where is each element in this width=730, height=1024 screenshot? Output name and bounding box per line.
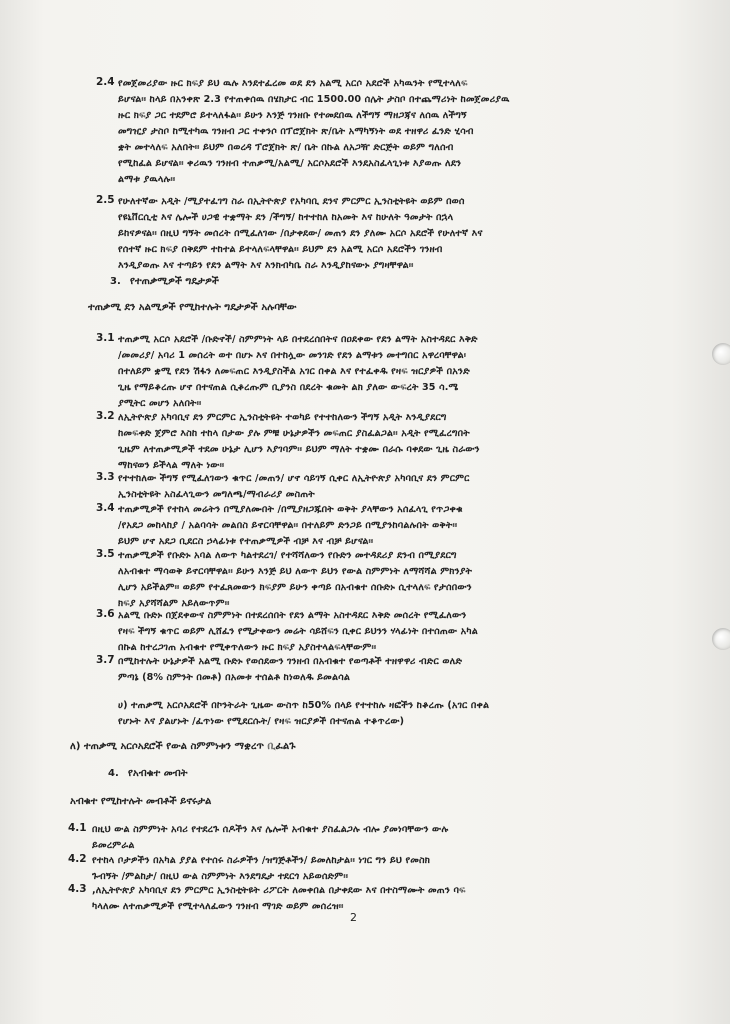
- clause-number: 3.7: [96, 654, 115, 666]
- text-line: ሊሆን አይችልም፡፡ ወይም የተፈጸመውን ክፍያም ይሁን ቀጣይ በአብቁተ ሰቡድኑ ሲተላለፍ የታሰበውን: [118, 582, 472, 593]
- clause-number: 2.5: [96, 194, 115, 206]
- text-line: በኩል ከተረጋገጠ አብቁተ የሚቀጥለውን ዙር ክፍያ አያስተላልፍላቸውም፡፡: [118, 642, 377, 653]
- text-line: ክፍያ አያሻሻልም አይለውጥም፡፡: [118, 598, 230, 609]
- text-line: ጉብኝት /ምልከታ/ በዚህ ውል ስምምነት እንደግዴታ ተደርጎ አይወሰድም፡፡: [92, 871, 349, 882]
- section-number: 4.: [108, 768, 119, 779]
- clause-number: 4.2: [68, 853, 87, 865]
- clause-text: [118, 410, 696, 474]
- text-line: በሚከተሉት ሁኔታዎች አልሚ ቡድኑ የወሰደውን ገንዘብ በአብቁተ የወጣቶች ተዘዋዋሪ ብድር ወለድ: [118, 656, 463, 667]
- clause-text: [92, 883, 698, 915]
- clause-number: 3.5: [96, 548, 115, 560]
- clause-text: [118, 332, 696, 412]
- text-line: የዩኒቨርሲቲ እና ሌሎች ሀጋዊ ተቋማት ደን /ችግኝ/ ከተተከለ ከአመት እና ከሁለት ዓመታት በኋላ: [118, 212, 454, 223]
- text-line: የመጀመሪያው ዙር ክፍያ ይህ ዉሉ እንደተፈረመ ወደ ደን አልሚ አርሶ አደሮች አካዉንት የሚተላለፍ: [118, 78, 468, 89]
- text-line: ይህም ሆኖ አደጋ ቢደርስ ኃላፊነቱ የተጠቃሚዎች ብቻ እና ብቻ ይሆናል፡፡: [118, 536, 374, 547]
- text-line: ቋት መተላለፍ አለበት፡፡ ይህም በወረዳ ፕሮጀክት ጽ/ ቤት በኩል ለአጋዥ ድርጅት ወይም ግለሰብ: [118, 142, 454, 153]
- clause-text: [118, 471, 696, 503]
- punch-hole: [712, 628, 730, 650]
- clause-number: 3.6: [96, 608, 115, 620]
- clause-number: 3.4: [96, 502, 115, 514]
- clause-text: [118, 76, 696, 188]
- text-line: በተለይም ቋሚ የደን ሽፋን ለመፍጠር እንዲያስችል አገር በቀል እና የተፈቀዱ የዛፍ ዝርያዎች በአንድ: [118, 366, 470, 377]
- clause-number: 2.4: [96, 76, 115, 88]
- text-line: የዛፍ ችግኝ ቁጥር ወይም ሊሸፈን የሚታቀውን መሬት ሳይሸፍን ቢቀር ይህንን ሃላፊነት በተሰጠው አካል: [118, 626, 478, 637]
- text-line: ልማቱ ያዉላሉ፡፡: [118, 174, 176, 185]
- section-title: የአብቁተ መብት: [128, 768, 188, 779]
- text-line: ማከናወን ይችላል ማለት ነው፡፡: [118, 460, 225, 471]
- clause-text: [118, 194, 696, 274]
- text-line: ጊዜም ለተጠቃሚዎች ተደመ ሁኔታ ሊሆን እያገባም፡፡ ይህም ማለት ተቋሙ በራሱ ባቀደው ጊዜ ስራውን: [118, 444, 480, 455]
- text-line: የተተከለው ችግኝ የሚፈለገውን ቁጥር /መጠን/ ሆኖ ሳይገኝ ሲቀር ለኢትዮጵያ አካባቢና ደን ምርምር: [118, 473, 470, 484]
- section-number: 3.: [110, 276, 121, 287]
- text-line: ኢንስቲትዩት አስፈላጊውን መግለጫ/ማብራሪያ መስጠት: [118, 489, 315, 500]
- text-line: ጊዜ የማይቆረጡ ሆኖ በተናጠል ሲቆረጡም ቢያንስ በደረት ቁመት ልክ ያለው ውፍረት 35 ሳ.ሜ: [118, 382, 459, 393]
- text-line: /መመሪያ/ አባሪ 1 መሰረት ወተ በሆኑ እና በተከሏው መንገድ የደን ልማቱን መተግበር አዋረባቸዋል፡: [118, 350, 467, 361]
- text-line: ያሚትር መሆን አለበት፡፡: [118, 398, 202, 409]
- punch-hole: [712, 343, 730, 365]
- clause-text: [118, 608, 696, 656]
- page-number: 2: [350, 911, 357, 924]
- text-line: ይመረምራል: [92, 840, 135, 851]
- text-line: ከመፍቀድ ጀምሮ እስከ ተከላ በታው ያሉ ምቹ ሁኔታዎችን መፍጠር ያስፈልጋል፡፡ አዲት የሚፈረግበት: [118, 428, 470, 439]
- sub-clause-b: ለ) ተጠቃሚ አርሶአደሮች የውል ስምምነቱን ማቋረጥ ቢፈልጉ: [70, 741, 296, 752]
- clause-number: 3.1: [96, 332, 115, 344]
- clause-text: [92, 853, 698, 885]
- text-line: ተጠቃሚ አርሶ አደሮች /ቡድኖች/ ስምምነት ላይ በተደረሰበትና በዐደቀው የደን ልማት አስተዳደር እቅድ: [118, 334, 478, 345]
- text-line: የተከላ ቦታዎችን በአካል ያያል የተሰሩ ስራዎችን /ዝግጅቶችን/ ይመለከታል፡፡ ነገር ግን ይህ የመስክ: [92, 855, 431, 866]
- text-line: ለአብቁተ ማሳወቅ ይኖርባቸዋል፡፡ ይሁን እንጅ ይህ ለውጥ ይህን የውል ስምምነት ለማሻሻል ምክንያት: [118, 566, 473, 577]
- text-line: ምጣኔ (8% ስምንት በመቶ) በአመቱ ተሰልቶ ከነወለዱ ይመልሳል: [118, 672, 351, 683]
- text-line: ,ለኢትዮጵያ አካባቢና ደን ምርምር ኢንስቲትዩት ሪፖርት ለመቀበል በታቀደው እና በተስማሙት መጠን ባፍ: [92, 885, 466, 896]
- clause-number: 4.3: [68, 883, 87, 895]
- text-line: ይከናዎናል፡፡ በዚህ ግኝት መሰረት በሚፈለገው /በታቀደው/ መጠን ደን ያለሙ አርሶ አደሮች የሁለተኛ እና: [118, 228, 483, 239]
- text-line: ሀ) ተጠቃሚ አርሶአደሮች በኮንትራት ጊዜው ውስጥ ከ50% በላይ የተተከሉ ዛፎችን ከቆረጡ (አገር በቀል: [118, 700, 490, 711]
- text-line: ለኢትዮጵያ አካባቢና ደን ምርምር ኢንስቲትዩት ተወካይ የተተከለውን ችግኝ አዲት እንዲያደርግ: [118, 412, 447, 423]
- sub-clause-a: [118, 698, 698, 730]
- section-subtitle: አብቁተ የሚከተሉት መብቶች ይኖሩታል: [70, 796, 212, 807]
- text-line: የሁለተኛው አዲት /ሚያተፈገግ ስራ በኢትዮጵያ የአካባቢ ደንና ምርምር ኢንስቲትዩት ወይም በወሰ: [118, 196, 465, 207]
- clause-number: 3.3: [96, 471, 115, 483]
- section-title: የተጠቃሚዎች ግዴታዎች: [130, 276, 219, 287]
- section-subtitle: ተጠቃሚ ደን አልሚዎች የሚከተሉት ግዴታዎች አሉባቸው: [88, 302, 297, 313]
- text-line: ተጠቃሚዎች የቡድኑ አባል ለውጥ ካልተደረገ/ የተሻሻለውን የቡድን መተዳደሪያ ደንብ በሚያደርግ: [118, 550, 457, 561]
- clause-text: [92, 822, 698, 854]
- text-line: /የአደጋ መከላከያ / አልባሳት መልበስ ይኖርባቸዋል፡፡ በተለይም ድንጋይ በሚያንከባልሉበት ወቅት፡፡: [118, 520, 458, 531]
- clause-text: [118, 654, 696, 686]
- clause-number: 4.1: [68, 822, 87, 834]
- clause-text: [118, 502, 696, 550]
- text-line: መግዢያ ታስቦ ከሚተካዉ ገንዘብ ጋር ተቀንሶ በፕሮጀክት ጽ/ቤት አማካኝነት ወደ ተዘዋሪ ፈንድ ሂሳብ: [118, 126, 474, 137]
- text-line: የሰተኛ ዙር ክፍያ በቅደም ተከተል ይተላለፍላቸዋል፡፡ ይህም ደን አልሚ አርሶ አደሮችን ገንዘብ: [118, 244, 443, 255]
- text-line: በዚህ ውል ስምምነት አባሪ የተደረጉ ሰዶችን እና ሌሎች አብቁተ ያስፈልጋሉ ብሎ ያመነባቸውን ውሉ: [92, 824, 449, 835]
- text-line: አልሚ ቡድኑ በጀደቀውና ስምምነት በተደረሰበት የደን ልማት አስተዳደር እቅድ መሰረት የሚፈለውን: [118, 610, 467, 621]
- text-line: ተጠቃሚዎች የተከላ መሬትን በሚያለሙበት /በሚያዘጋጁበት ወቅት ያላቸውን አሰፈላጊ የጥጋቀቁ: [118, 504, 463, 515]
- clause-number: 3.2: [96, 410, 115, 422]
- text-line: ካላለሙ ለተጠቃሚዎች የሚተላለፈውን ገንዘብ ማገድ ወይም መሰረዝ፡፡: [92, 901, 344, 912]
- text-line: ይሆናል፡፡ ከላይ በአንቀጽ 2.3 የተጠቀሰዉ በሄክታር ብር 1500.00 ሰሌት ታስቦ በተጨማሪነት ከመጀመሪያዉ: [118, 94, 510, 105]
- text-line: የሆኑት እና ያልሆኑት /ፈጥነው የሚደርሱት/ የዛፍ ዝርያዎች በተናጠል ተቆጥረው): [118, 716, 405, 727]
- text-line: እንዲያወጡ እና ተጣይን የደን ልማት እና እንክብካቤ ስራ እንዲያከናውኑ ያግዛቸዋል፡፡: [118, 260, 414, 271]
- text-line: የሚከፈል ይሆናል፡፡ ቀሪዉን ገንዘብ ተጠቃሚ/አልሚ/ አርሶአደሮች እንደአስፈላጊነቱ እያወጡ ለደን: [118, 158, 462, 169]
- clause-text: [118, 548, 696, 612]
- text-line: ዙር ክፍያ ጋር ተደምሮ ይተላለፋል፡፡ ይሁን እንጅ ገንዘቡ የተመደበዉ ለችግኝ ማዘጋጃና ለሰዉ ለችግኝ: [118, 110, 467, 121]
